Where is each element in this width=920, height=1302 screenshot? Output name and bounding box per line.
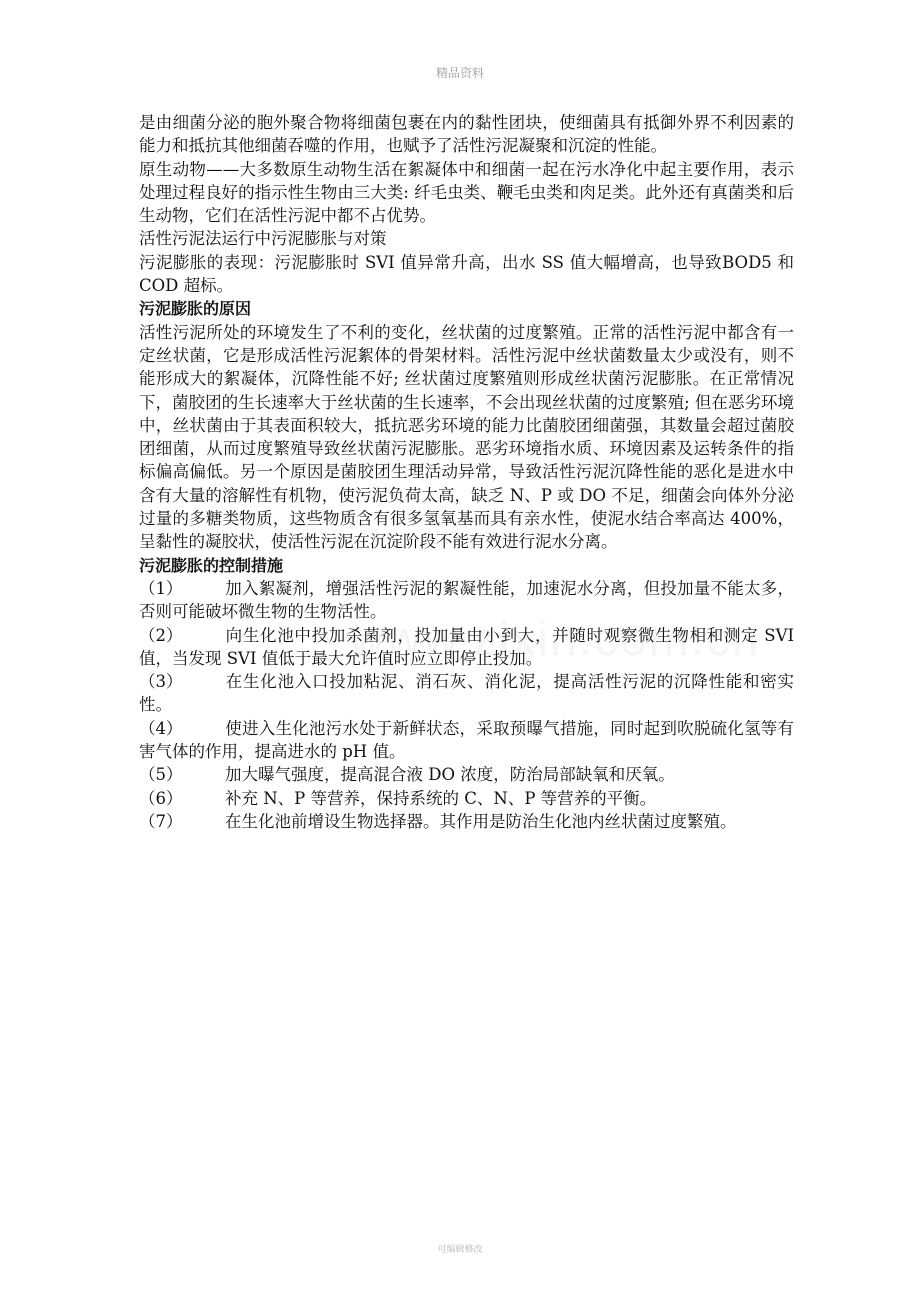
measure-number: （3）	[139, 672, 183, 692]
page-footer: 可编辑修改	[437, 1245, 483, 1255]
section-title: 活性污泥法运行中污泥膨胀与对策	[139, 229, 387, 249]
heading-measures: 污泥膨胀的控制措施	[139, 555, 284, 575]
measure-item	[139, 787, 794, 810]
measure-text: 在生化池入口投加粘泥、消石灰、消化泥，提高活性污泥的沉降性能和密实性。	[139, 672, 794, 715]
measure-number: （2）	[139, 625, 183, 645]
measure-number: （1）	[139, 578, 183, 598]
measure-item	[139, 763, 794, 786]
paragraph-causes: 活性污泥所处的环境发生了不利的变化，丝状菌的过度繁殖。正常的活性污泥中都含有一定丝状菌，它是形成活性污泥絮体的骨架材料。活性污泥中丝状菌数量太少或没有，则不能形成大的絮凝体，沉降性能不好; 丝状菌过度繁殖则形成丝状菌污泥膨胀。在正常情况下，菌胶团的生长速率大于丝状菌的生长速率，不会出现丝状菌的过度繁殖; 但在恶劣环境中，丝状菌由于其表面积较大，抵抗恶劣环境的能力比菌胶团细菌强，其数量会超过菌胶团细菌，从而过度繁殖导致丝状菌污泥膨胀。恶劣环境指水质、环境因素及运转条件的指标偏高偏低。另一个原因是菌胶团生理活动异常，导致活性污泥沉降性能的恶化是进水中含有大量的溶解性有机物，使污泥负荷太高，缺乏 N、P 或 DO 不足，细菌会向体外分泌过量的多糖类物质，这些物质含有很多氢氧基而具有亲水性，使泥水结合率高达 400%，呈黏性的凝胶状，使活性污泥在沉淀阶段不能有效进行泥水分离。	[139, 322, 794, 552]
measure-item	[139, 717, 794, 764]
measure-item	[139, 624, 794, 671]
measure-number: （7）	[139, 811, 183, 831]
measure-number: （4）	[139, 718, 183, 738]
measure-number: （5）	[139, 765, 183, 785]
measure-text: 使进入生化池污水处于新鲜状态，采取预曝气措施，同时起到吹脱硫化氢等有害气体的作用，提高进水的 pH 值。	[139, 718, 794, 762]
measure-text: 在生化池前增设生物选择器。其作用是防治生化池内丝状菌过度繁殖。	[225, 811, 737, 831]
page-header: 精品资料	[435, 66, 484, 80]
paragraph-capsule: 是由细菌分泌的胞外聚合物将细菌包裹在内的黏性团块，使细菌具有抵御外界不利因素的能力和抵抗其他细菌吞噬的作用，也赋予了活性污泥凝聚和沉淀的性能。	[139, 113, 794, 156]
measure-item	[139, 810, 794, 833]
measure-text: 补充 N、P 等营养，保持系统的 C、N、P 等营养的平衡。	[225, 788, 657, 808]
measure-text: 加入絮凝剂，增强活性污泥的絮凝性能，加速泥水分离，但投加量不能太多，否则可能破坏微生物的生物活性。	[139, 578, 794, 622]
measure-text: 加大曝气强度，提高混合液 DO 浓度，防治局部缺氧和厌氧。	[225, 765, 675, 785]
paragraph-bulking-symptoms: 污泥膨胀的表现：污泥膨胀时 SVI 值异常升高，出水 SS 值大幅增高，也导致BOD5 和 COD 超标。	[139, 252, 794, 296]
paragraph-protozoa: 原生动物——大多数原生动物生活在絮凝体中和细菌一起在污水净化中起主要作用，表示处理过程良好的指示性生物由三大类: 纤毛虫类、鞭毛虫类和肉足类。此外还有真菌类和后生动物，它们在活性污泥中都不占优势。	[139, 159, 794, 226]
measure-text: 向生化池中投加杀菌剂，投加量由小到大，并随时观察微生物相和测定 SVI 值，当发现 SVI 值低于最大允许值时应立即停止投加。	[139, 625, 794, 668]
measure-item	[139, 577, 794, 624]
measure-number: （6）	[139, 788, 183, 808]
measure-item	[139, 670, 794, 717]
document-body	[139, 111, 794, 833]
heading-causes: 污泥膨胀的原因	[139, 299, 252, 319]
